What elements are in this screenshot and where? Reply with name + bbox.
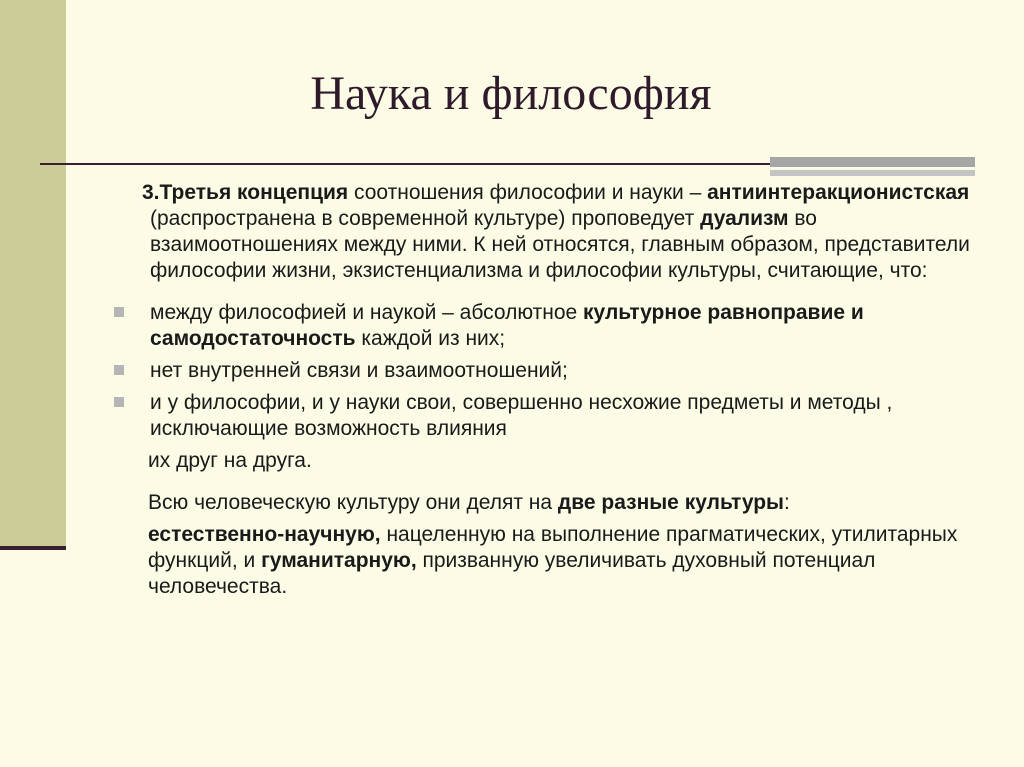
- title-divider-accent-lower: [770, 170, 975, 176]
- left-bar-underline: [0, 546, 66, 550]
- title-divider: [40, 163, 775, 165]
- list-item: [108, 300, 978, 352]
- list-item: [108, 390, 978, 442]
- bullet-list: [108, 300, 978, 442]
- cultures-term: две разные культуры: [557, 491, 784, 514]
- square-bullet-icon: [114, 307, 124, 317]
- list-item: [108, 358, 978, 384]
- term-natural-science: естественно-научную,: [148, 523, 381, 546]
- intro-paragraph: [108, 180, 978, 284]
- title-divider-accent: [770, 157, 975, 167]
- intro-text-3: во взаимоотношениях между ними. К ней относятся, главным образом, представители философии жизни, экзистенциализма и философии культуры, считающие, что:: [150, 207, 970, 282]
- cultures-paragraph: [108, 490, 978, 516]
- slide-title: Наука и философия: [310, 67, 712, 120]
- cultures-text-2: :: [784, 491, 790, 514]
- bullet-bold-text: культурное равноправие и самодостаточность: [150, 301, 864, 350]
- types-text-2: призванную увеличивать духовный потенциал человечества.: [148, 549, 876, 598]
- term-humanitarian: гуманитарную,: [261, 549, 417, 572]
- culture-types-paragraph: [108, 522, 978, 600]
- intro-heading: 3.Третья концепция: [142, 181, 349, 204]
- square-bullet-icon: [114, 365, 124, 375]
- bullet-text: нет внутренней связи и взаимоотношений;: [150, 359, 568, 382]
- slide-body: [108, 180, 978, 600]
- types-text-1: нацеленную на выполнение прагматических, утилитарных функций, и: [148, 523, 958, 572]
- left-decorative-bar: [0, 0, 66, 546]
- bullet-text: и у философии, и у науки свои, совершенно несхожие предметы и методы , исключающие возможность влияния: [150, 391, 893, 440]
- bullet-text-end: каждой из них;: [355, 327, 506, 350]
- bullet-text: между философией и наукой – абсолютное: [150, 301, 584, 324]
- intro-text-1: соотношения философии и науки –: [348, 181, 708, 204]
- bullet-continuation: их друг на друга.: [148, 449, 312, 472]
- cultures-text-1: Всю человеческую культуру они делят на: [148, 491, 558, 514]
- square-bullet-icon: [114, 397, 124, 407]
- intro-term-anti: антиинтеракционистская: [707, 181, 970, 204]
- intro-term-dualism: дуализм: [700, 207, 789, 230]
- intro-text-2: (распространена в современной культуре) проповедует: [150, 207, 701, 230]
